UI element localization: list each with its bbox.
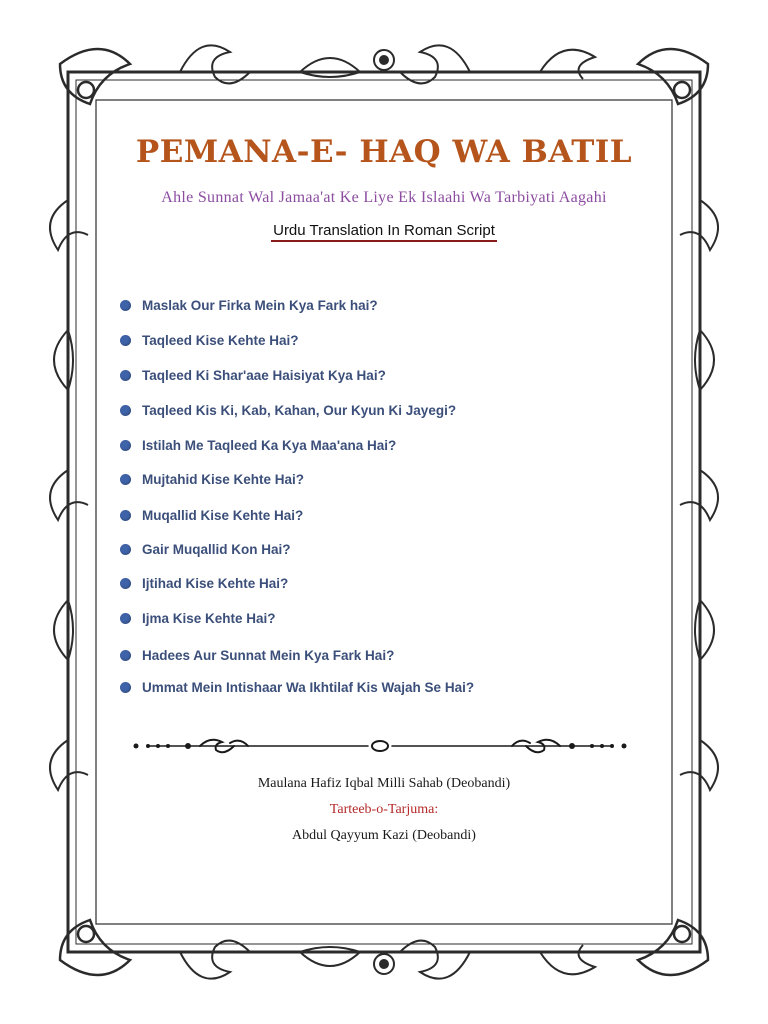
list-item <box>120 576 288 591</box>
document-subtitle: Ahle Sunnat Wal Jamaa'at Ke Liye Ek Islaahi Wa Tarbiyati Aagahi <box>161 189 607 206</box>
list-item <box>120 508 303 523</box>
author-credit: Maulana Hafiz Iqbal Milli Sahab (Deobandi) <box>257 776 511 791</box>
question-text: Maslak Our Firka Mein Kya Fark hai? <box>142 298 378 313</box>
bullet-icon <box>120 370 131 381</box>
question-text: Muqallid Kise Kehte Hai? <box>142 508 304 523</box>
question-text: Ijma Kise Kehte Hai? <box>142 611 276 626</box>
question-text: Hadees Aur Sunnat Mein Kya Fark Hai? <box>142 648 395 663</box>
question-text: Istilah Me Taqleed Ka Kya Maa'ana Hai? <box>142 438 397 453</box>
list-item <box>120 542 291 557</box>
question-text: Mujtahid Kise Kehte Hai? <box>142 472 305 487</box>
list-item <box>120 403 456 418</box>
translation-note <box>0 220 768 239</box>
role-label: Tarteeb-o-Tarjuma: <box>329 802 439 817</box>
list-item <box>120 611 276 626</box>
list-item <box>120 298 378 313</box>
bullet-icon <box>120 474 131 485</box>
list-item <box>120 333 299 348</box>
bullet-icon <box>120 440 131 451</box>
list-item <box>120 648 394 663</box>
bullet-icon <box>120 405 131 416</box>
list-item <box>120 472 304 487</box>
bullet-icon <box>120 578 131 589</box>
translation-note-text: Urdu Translation In Roman Script <box>271 222 497 242</box>
question-text: Gair Muqallid Kon Hai? <box>142 542 291 557</box>
bullet-icon <box>120 682 131 693</box>
question-text: Taqleed Kise Kehte Hai? <box>142 333 299 348</box>
question-text: Taqleed Ki Shar'aae Haisiyat Kya Hai? <box>142 368 386 383</box>
question-text: Taqleed Kis Ki, Kab, Kahan, Our Kyun Ki Jayegi? <box>142 403 457 418</box>
document-title: PEMANA-E- HAQ WA BATIL <box>135 134 633 170</box>
question-text: Ummat Mein Intishaar Wa Ikhtilaf Kis Wajah Se Hai? <box>142 680 475 695</box>
list-item <box>120 438 396 453</box>
question-text: Ijtihad Kise Kehte Hai? <box>142 576 289 591</box>
bullet-icon <box>120 650 131 661</box>
list-item <box>120 680 474 695</box>
bullet-icon <box>120 335 131 346</box>
ornamental-divider-icon <box>128 734 632 758</box>
bullet-icon <box>120 300 131 311</box>
bullet-icon <box>120 510 131 521</box>
bullet-icon <box>120 613 131 624</box>
bullet-icon <box>120 544 131 555</box>
list-item <box>120 368 386 383</box>
translator-credit: Abdul Qayyum Kazi (Deobandi) <box>292 828 476 843</box>
